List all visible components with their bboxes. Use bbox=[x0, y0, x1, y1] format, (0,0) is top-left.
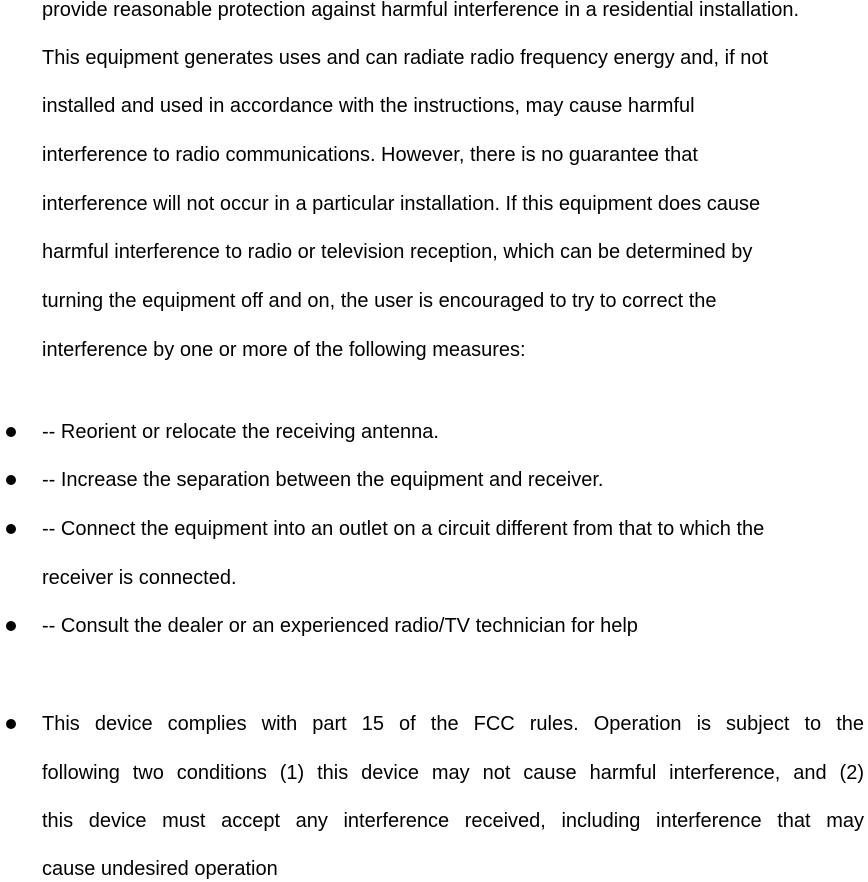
intro-line: interference will not occur in a particular installation. If this equipment does cause bbox=[42, 193, 761, 215]
intro-line: turning the equipment off and on, the user is encouraged to try to correct the bbox=[42, 290, 717, 312]
bullet-icon bbox=[6, 524, 16, 534]
compliance-line: this device must accept any interference received, including interference that may bbox=[42, 810, 864, 832]
intro-line: This equipment generates uses and can radiate radio frequency energy and, if not bbox=[42, 47, 769, 69]
intro-line: provide reasonable protection against harmful interference in a residential installation. bbox=[42, 0, 800, 21]
intro-line: harmful interference to radio or television reception, which can be determined by bbox=[42, 241, 753, 263]
compliance-line: following two conditions (1) this device may not cause harmful interference, and (2) bbox=[42, 762, 864, 784]
measure-item: -- Increase the separation between the equipment and receiver. bbox=[42, 469, 604, 491]
bullet-icon bbox=[6, 621, 16, 631]
measure-item: -- Reorient or relocate the receiving antenna. bbox=[42, 421, 439, 443]
measure-item: -- Connect the equipment into an outlet on a circuit different from that to which the bbox=[42, 518, 765, 540]
compliance-line: This device complies with part 15 of the FCC rules. Operation is subject to the bbox=[42, 713, 864, 735]
measure-item: -- Consult the dealer or an experienced radio/TV technician for help bbox=[42, 615, 638, 637]
bullet-icon bbox=[6, 427, 16, 437]
intro-line: interference to radio communications. However, there is no guarantee that bbox=[42, 144, 698, 166]
measure-item-continued: receiver is connected. bbox=[42, 567, 237, 589]
intro-line: installed and used in accordance with the instructions, may cause harmful bbox=[42, 95, 695, 117]
bullet-icon bbox=[6, 475, 16, 485]
intro-line: interference by one or more of the following measures: bbox=[42, 339, 526, 361]
bullet-icon bbox=[6, 719, 16, 729]
compliance-line-last: cause undesired operation bbox=[42, 858, 278, 880]
